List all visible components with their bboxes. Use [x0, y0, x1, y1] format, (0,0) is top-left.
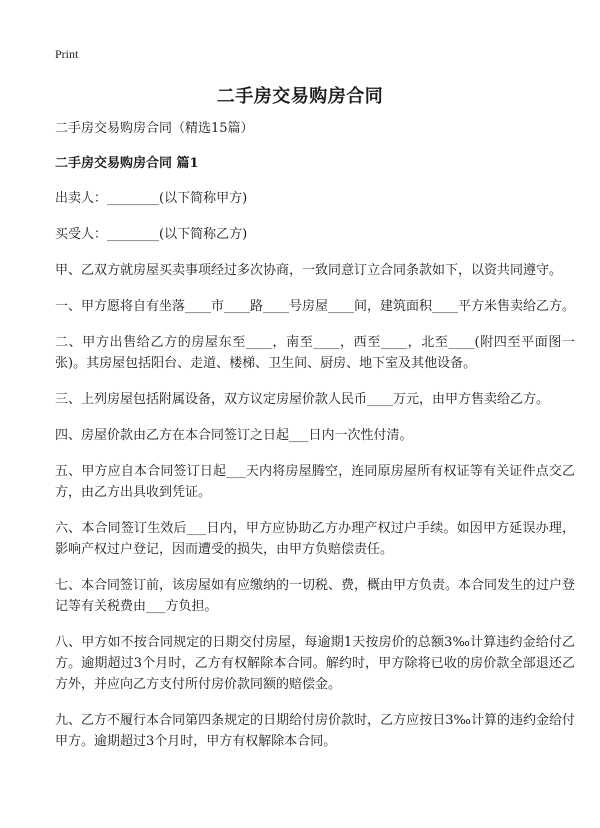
clause-9: 九、乙方不履行本合同第四条规定的日期给付房价款时，乙方应按日3‰计算的违约金给付甲方。逾期超过3个月时，甲方有权解除本合同。 [55, 713, 575, 749]
print-link[interactable]: Print [55, 47, 79, 61]
clause-2: 二、甲方出售给乙方的房屋东至____，南至____，西至____，北至____(附四至平面图一张)。其房屋包括阳台、走道、楼梯、卫生间、厨房、地下室及其他设备。 [55, 335, 575, 371]
buyer-line: 买受人：________(以下简称乙方) [55, 227, 248, 242]
clause-1: 一、甲方愿将自有坐落____市____路____号房屋____间，建筑面积____平方米售卖给乙方。 [55, 299, 576, 314]
section-heading: 二手房交易购房合同 篇1 [55, 156, 199, 171]
preamble-paragraph: 甲、乙双方就房屋买卖事项经过多次协商，一致同意订立合同条款如下，以资共同遵守。 [55, 263, 563, 278]
clause-4: 四、房屋价款由乙方在本合同签订之日起___日内一次性付清。 [55, 428, 413, 443]
clause-3: 三、上列房屋包括附属设备，双方议定房屋价款人民币____万元，由甲方售卖给乙方。 [55, 392, 550, 407]
clause-6: 六、本合同签订生效后___日内，甲方应协助乙方办理产权过户手续。如因甲方延误办理，影响产权过户登记，因而遭受的损失，由甲方负赔偿责任。 [55, 521, 575, 557]
document-body [55, 118, 575, 767]
clause-5: 五、甲方应自本合同签订日起___天内将房屋腾空，连同原房屋所有权证等有关证件点交乙方，由乙方出具收到凭证。 [55, 464, 575, 500]
document-subtitle: 二手房交易购房合同（精选15篇） [55, 121, 254, 136]
clause-7: 七、本合同签订前，该房屋如有应缴纳的一切税、费，概由甲方负责。本合同发生的过户登记等有关税费由___方负担。 [55, 578, 576, 614]
document-title: 二手房交易购房合同 [216, 86, 384, 107]
clause-8: 八、甲方如不按合同规定的日期交付房屋，每逾期1天按房价的总额3‰计算违约金给付乙方。逾期超过3个月时，乙方有权解除本合同。解约时，甲方除将已收的房价款全部退还乙方外，并应向乙方支付所付房价款同额的赔偿金。 [55, 635, 575, 692]
seller-line: 出卖人：________(以下简称甲方) [55, 191, 248, 206]
